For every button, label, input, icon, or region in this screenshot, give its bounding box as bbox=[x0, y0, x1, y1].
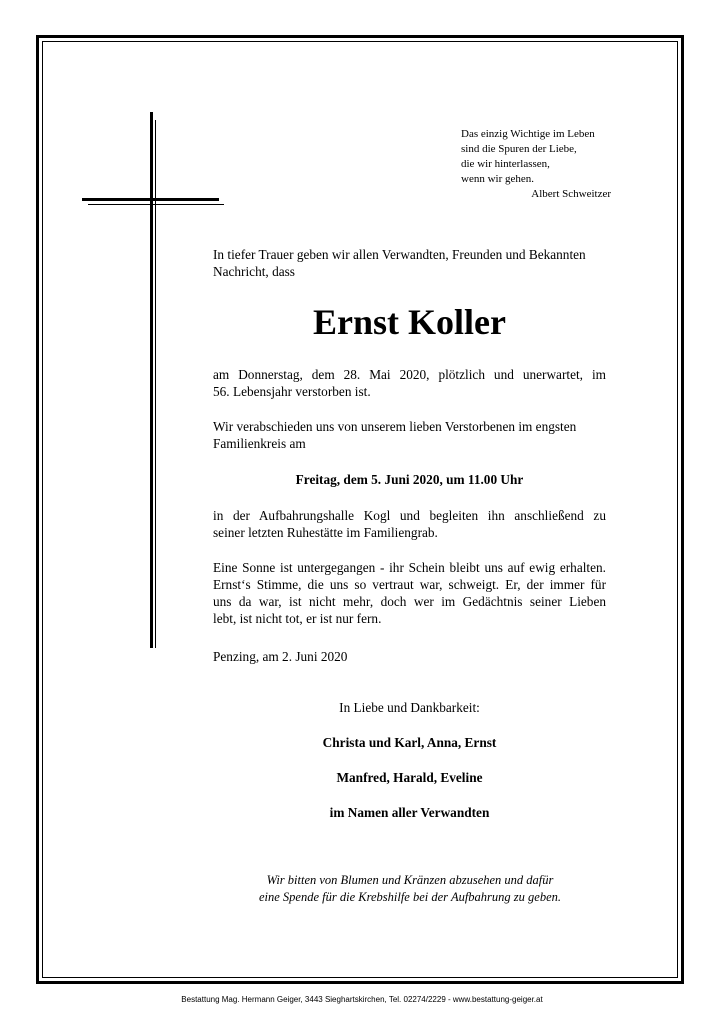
tribute-line: lebt, ist nicht tot, er ist nur fern. bbox=[213, 611, 382, 626]
intro-paragraph bbox=[213, 246, 606, 280]
cross-horizontal-bar bbox=[82, 198, 219, 201]
quote-line: sind die Spuren der Liebe, bbox=[461, 143, 577, 155]
tribute-line: Ernst‘s Stimme, die uns so vertraut war, schweigt. Er, der immer für bbox=[213, 577, 606, 592]
quote-block bbox=[461, 127, 611, 202]
closing-intro: In Liebe und Dankbarkeit: bbox=[339, 700, 480, 715]
death-notice-line: am Donnerstag, dem 28. Mai 2020, plötzlich und unerwartet, im bbox=[213, 367, 606, 382]
cross-horizontal-shadow bbox=[88, 204, 224, 205]
death-notice-paragraph bbox=[213, 366, 606, 400]
donation-request-line: Wir bitten von Blumen und Kränzen abzusehen und dafür bbox=[266, 873, 554, 887]
burial-paragraph bbox=[213, 507, 606, 541]
quote-author: Albert Schweitzer bbox=[531, 188, 611, 200]
farewell-line: Wir verabschieden uns von unserem lieben Verstorbenen im engsten bbox=[213, 419, 577, 434]
donation-request-line: eine Spende für die Krebshilfe bei der Aufbahrung zu geben. bbox=[258, 890, 562, 904]
tribute-line: Eine Sonne ist untergegangen - ihr Schein bleibt uns auf ewig erhalten. bbox=[213, 560, 606, 575]
donation-request bbox=[150, 872, 670, 906]
burial-line: in der Aufbahrungshalle Kogl und begleiten ihn anschließend zu bbox=[213, 508, 606, 523]
funeral-home-imprint: Bestattung Mag. Hermann Geiger, 3443 Sieghartskirchen, Tel. 02274/2229 - www.bestattung-geiger.at bbox=[181, 995, 543, 1004]
death-notice-line: 56. Lebensjahr verstorben ist. bbox=[213, 384, 371, 399]
farewell-paragraph bbox=[213, 418, 606, 452]
quote-line: wenn wir gehen. bbox=[461, 173, 535, 185]
place-date-text: Penzing, am 2. Juni 2020 bbox=[213, 649, 348, 664]
quote-line: die wir hinterlassen, bbox=[461, 158, 550, 170]
tribute-paragraph bbox=[213, 559, 606, 627]
farewell-line: Familienkreis am bbox=[213, 436, 306, 451]
intro-line: In tiefer Trauer geben wir allen Verwandten, Freunden und Bekannten bbox=[213, 247, 586, 262]
family-line-3: im Namen aller Verwandten bbox=[329, 805, 490, 820]
ceremony-date: Freitag, dem 5. Juni 2020, um 11.00 Uhr bbox=[295, 472, 524, 487]
place-date bbox=[213, 648, 606, 665]
intro-line: Nachricht, dass bbox=[213, 264, 295, 279]
cross-vertical-bar bbox=[150, 112, 153, 648]
quote-line: Das einzig Wichtige im Leben bbox=[461, 128, 595, 140]
burial-line: seiner letzten Ruhestätte im Familiengrab. bbox=[213, 525, 438, 540]
family-line-2: Manfred, Harald, Eveline bbox=[336, 770, 483, 785]
deceased-name: Ernst Koller bbox=[313, 302, 506, 342]
tribute-line: uns da war, ist nicht mehr, doch wer im Gedächtnis seiner Lieben bbox=[213, 594, 606, 609]
family-line-1: Christa und Karl, Anna, Ernst bbox=[322, 735, 497, 750]
